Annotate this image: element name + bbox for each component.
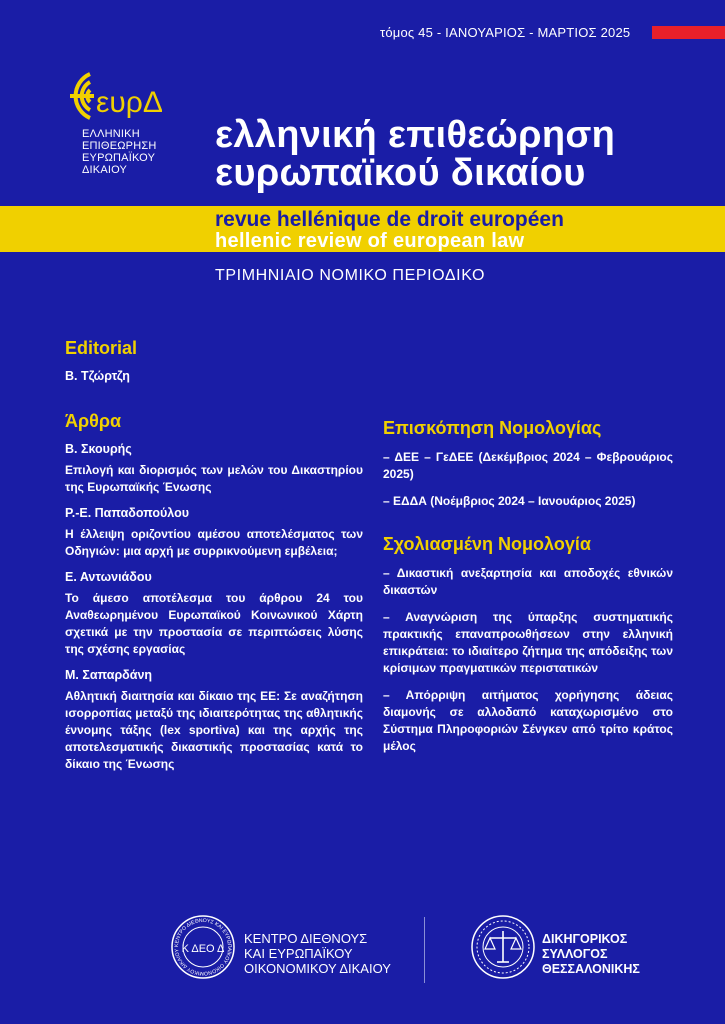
article-title: Επιλογή και διορισμός των μελών του Δικαστηρίου της Ευρωπαϊκής Ένωσης (65, 463, 363, 494)
dsth-name-line: ΔΙΚΗΓΟΡΙΚΟΣ (542, 932, 628, 946)
article-author: Ε. Αντωνιάδου (65, 570, 152, 584)
case-law-review-heading: Επισκόπηση Νομολογίας (383, 418, 602, 438)
kedd-name-line: ΚΕΝΤΡΟ ΔΙΕΘΝΟΥΣ (244, 931, 368, 946)
case-law-review-item: – ΔΕΕ – ΓεΔΕΕ (Δεκέμβριος 2024 – Φεβρουάριος 2025) (383, 450, 673, 481)
journal-title-line2: ευρωπαϊκού δικαίου (215, 152, 586, 194)
kedd-seal-ring-text: ΚΕΝΤΡΟ ΔΙΕΘΝΟΥΣ ΚΑΙ ΕΥΡΩΠΑΪΚΟΥ ΟΙΚΟΝΟΜΙΚΟΥ ΔΙΚΑΙΟΥ (173, 917, 233, 977)
annotated-case-law-item: – Αναγνώριση της ύπαρξης συστηματικής πρακτικής επαναπροωθήσεων στην ελληνική επικράτεια: το ιδιαίτερο ζήτημα της απόδειξης των κρίσιμων πραγματικών περιστατικών (383, 610, 673, 675)
red-accent-bar (652, 26, 725, 39)
logo-caption-line: ΔΙΚΑΙΟΥ (82, 164, 128, 176)
article-title: Η έλλειψη οριζοντίου αμέσου αποτελέσματος των Οδηγιών: μια αρχή με συρρικνούμενη εμβέλεια; (65, 527, 363, 558)
left-column (65, 338, 363, 783)
kedd-name-line: ΚΑΙ ΕΥΡΩΠΑΪΚΟΥ (244, 946, 353, 961)
article-title: Το άμεσο αποτέλεσμα του άρθρου 24 του Αναθεωρημένου Ευρωπαϊκού Κοινωνικού Χάρτη σχετικά με την προστασία σε περιπτώσεις λύσης της σχέσης εργασίας (65, 591, 363, 656)
kedd-seal-letters: Κ ΔΕΟ Δ (181, 943, 225, 955)
logo-wordmark: ευρΔ (96, 86, 163, 119)
kedd-seal (170, 914, 236, 980)
annotated-case-law-item: – Απόρριψη αιτήματος χορήγησης άδειας διαμονής σε αλλοδαπό καταχωρισμένο στο Σύστημα Πληροφοριών Σένγκεν από τρίτο κράτος μέλος (383, 688, 673, 753)
articles-heading: Άρθρα (65, 411, 122, 431)
french-title: revue hellénique de droit européen (215, 208, 564, 231)
logo-caption-line: ΕΥΡΩΠΑΪΚΟΥ (82, 152, 156, 164)
eurd-logo-mark (60, 66, 170, 124)
editorial-author: Β. Τζώρτζη (65, 369, 130, 383)
kedd-name (244, 931, 391, 976)
footer-divider (424, 917, 425, 983)
dsth-name (542, 932, 640, 977)
english-title: hellenic review of european law (215, 230, 525, 252)
article-author: Μ. Σαπαρδάνη (65, 668, 153, 682)
editorial-heading: Editorial (65, 338, 138, 358)
journal-subtitle: ΤΡΙΜΗΝΙΑΙΟ ΝΟΜΙΚΟ ΠΕΡΙΟΔΙΚΟ (215, 267, 486, 284)
dsth-name-line: ΘΕΣΣΑΛΟΝΙΚΗΣ (542, 962, 640, 976)
dsth-seal (470, 914, 536, 980)
article-author: Ρ.-Ε. Παπαδοπούλου (65, 506, 189, 520)
article-author: Β. Σκουρής (65, 442, 132, 456)
journal-logo (60, 66, 170, 176)
kedd-seal-icon (170, 914, 236, 980)
kedd-name-line: ΟΙΚΟΝΟΜΙΚΟΥ ΔΙΚΑΙΟΥ (244, 961, 391, 976)
annotated-case-law-heading: Σχολιασμένη Νομολογία (383, 534, 591, 554)
annotated-case-law-item: – Δικαστική ανεξαρτησία και αποδοχές εθνικών δικαστών (383, 566, 673, 597)
scales-seal-icon (470, 914, 536, 980)
journal-title (215, 116, 615, 192)
dsth-name-line: ΣΥΛΛΟΓΟΣ (542, 947, 608, 961)
article-title: Αθλητική διαιτησία και δίκαιο της ΕΕ: Σε αναζήτηση ισορροπίας μεταξύ της ιδιαιτερότητας της αθλητικής έννομης τάξης (lex sportiva) και της αρχής της αποτελεσματικής δικαστικής προστασίας κατά το δίκαιο της Ένωσης (65, 689, 363, 771)
logo-caption-line: ΕΛΛΗΝΙΚΗ (82, 128, 140, 140)
right-column (383, 418, 673, 765)
logo-caption (82, 128, 170, 176)
logo-caption-line: ΕΠΙΘΕΩΡΗΣΗ (82, 140, 157, 152)
case-law-review-item: – ΕΔΔΑ (Νοέμβριος 2024 – Ιανουάριος 2025) (383, 494, 636, 508)
issue-line: τόμος 45 - ΙΑΝΟΥΑΡΙΟΣ - ΜΑΡΤΙΟΣ 2025 (380, 25, 631, 40)
journal-title-line1: ελληνική επιθεώρηση (215, 114, 616, 156)
